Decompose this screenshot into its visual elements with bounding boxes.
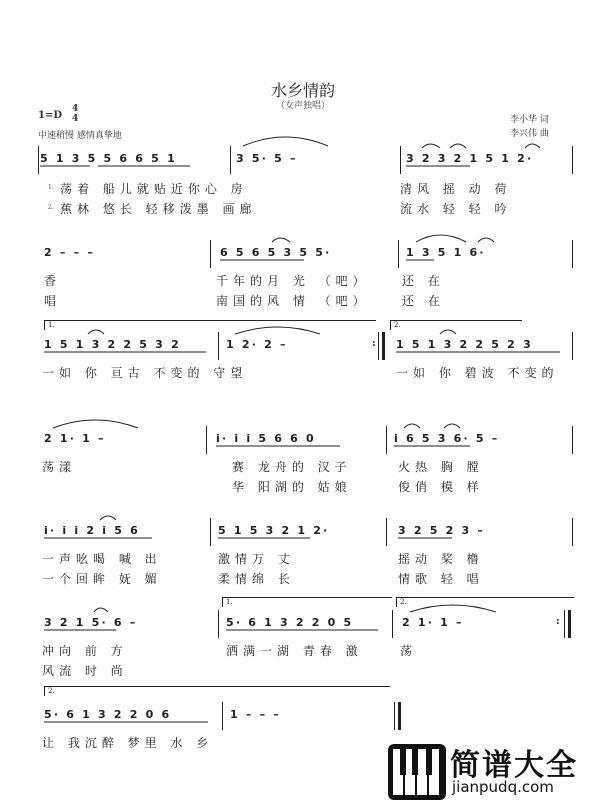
lyrics-row1-v1-b: 清风 摇 动 荷 bbox=[400, 182, 512, 196]
tempo-marking: 中速稍慢 感情真挚地 bbox=[38, 131, 122, 141]
time-top: 4 bbox=[72, 104, 79, 114]
slur bbox=[525, 144, 540, 148]
notes-row3-m2: 1 2· 2 – bbox=[226, 338, 288, 351]
notes-row6-m1: 3 2 1 5· 6 – bbox=[44, 616, 138, 629]
lyrics-row4-v2-b: 华 阳湖的 姑娘 bbox=[232, 480, 352, 494]
lyrics-row2-v2-b: 南国的风 情 （吧） bbox=[216, 294, 370, 308]
slur bbox=[404, 424, 420, 428]
lyrics-row1-v2-b: 流水 轻 轻 吟 bbox=[400, 202, 512, 216]
notes-row6-m3: 2 1· 1 – bbox=[402, 616, 464, 629]
notes-row7-m1: 5· 6 1 3 2 2 0 6 bbox=[44, 708, 172, 721]
lyrics-row3-b: 一如 你 碧波 不变的 bbox=[396, 366, 559, 380]
lyrics-row5-v1-a: 一声吆喝 喊 出 bbox=[42, 552, 162, 566]
notes-row5-m3: 3 2 5 2 3 – bbox=[398, 524, 486, 537]
notes-row1-m1: 5 1 3 5 5 6 6 5 1 bbox=[40, 152, 177, 165]
volta-label: 1. bbox=[48, 321, 55, 329]
lyrics-row1-v2-a: 蕉林 悠长 轻移泼墨 画廊 bbox=[60, 202, 257, 216]
lyrics-row6-v1-c: 荡 bbox=[400, 644, 418, 658]
lyrics-row6-v1-a: 冲向 前 方 bbox=[42, 644, 128, 658]
slur bbox=[440, 330, 456, 334]
repeat-dots: : bbox=[372, 338, 376, 349]
slur bbox=[100, 516, 116, 520]
notes-row2-m2: 6 5 6 5 3 5 5· bbox=[220, 246, 332, 259]
slur bbox=[235, 327, 320, 334]
lyrics-row4-v1-a: 荡漾 bbox=[42, 460, 77, 474]
notes-row1-m2: 3 5· 5 – bbox=[236, 152, 298, 165]
lyrics-row5-v2-a: 一个回眸 妩 媚 bbox=[42, 572, 162, 586]
watermark-url: jianpudq.com bbox=[452, 778, 554, 796]
slur bbox=[422, 144, 440, 148]
lyrics-row5-v1-c: 摇动 桨 橹 bbox=[398, 552, 484, 566]
slur bbox=[478, 238, 494, 242]
lyrics-row2-v1-c: 还 在 bbox=[402, 274, 445, 288]
lyrics-row4-v2-c: 俊俏 模 样 bbox=[398, 480, 484, 494]
volta-label: 2. bbox=[400, 598, 407, 606]
notes-row2-m1: 2 – – – bbox=[44, 246, 96, 259]
lyrics-row5-v2-c: 情歌 轻 唱 bbox=[398, 572, 484, 586]
lyrics-row6-v2-a: 风流 时 尚 bbox=[42, 664, 128, 678]
slur bbox=[53, 420, 138, 428]
slur bbox=[416, 235, 466, 242]
lyrics-row2-v2-c: 还 在 bbox=[402, 294, 445, 308]
repeat-dots: : bbox=[556, 616, 560, 627]
notes-row2-m3: 1 3 5 1 6· bbox=[406, 246, 486, 259]
notes-row5-m2: 5 1 5 3 2 1 2· bbox=[218, 524, 330, 537]
verse-number: 2. bbox=[48, 204, 54, 211]
lyrics-row7-a: 让 我沉醉 梦里 水 乡 bbox=[42, 736, 214, 750]
watermark-brand: 简谱大全 bbox=[450, 748, 578, 783]
slur bbox=[450, 144, 466, 148]
lyrics-row5-v2-b: 柔情绵 长 bbox=[218, 572, 295, 586]
notes-row7-m2: 1 – – – bbox=[230, 708, 282, 721]
lyrics-row2-v1-a: 香 bbox=[44, 274, 62, 288]
key-label: 1=D bbox=[38, 110, 63, 121]
song-subtitle: （女声独唱） bbox=[275, 101, 330, 111]
lyrics-row5-v1-b: 激情万 丈 bbox=[218, 552, 295, 566]
lyrics-row4-v1-b: 赛 龙舟的 汉子 bbox=[232, 460, 352, 474]
notes-row4-m1: 2 1· 1 – bbox=[44, 432, 106, 445]
slur bbox=[88, 330, 104, 334]
notes-row4-m2: i· i i 5 6 6 0 bbox=[216, 432, 316, 445]
notes-row3-m1: 1 5 1 3 2 2 5 3 2 bbox=[44, 338, 181, 351]
slur bbox=[243, 137, 328, 146]
lyrics-row6-v1-b: 洒满一湖 青春 激 bbox=[226, 644, 363, 658]
slur bbox=[94, 608, 108, 612]
notes-row1-m3: 3 2 3 2 1 5 1 2· bbox=[406, 152, 534, 165]
notes-row6-m2: 5· 6 1 3 2 2 0 5 bbox=[226, 616, 354, 629]
notes-row4-m3: i 6 5 3 6· 5 – bbox=[394, 432, 500, 445]
notes-row3-m3: 1 5 1 3 2 2 5 2 3 bbox=[396, 338, 533, 351]
lyrics-row4-v1-c: 火热 胸 膛 bbox=[398, 460, 484, 474]
lyricist-credit: 李小华 词 bbox=[510, 115, 549, 125]
slur bbox=[444, 424, 460, 428]
lyrics-row3-a: 一如 你 亘古 不变的 守望 bbox=[42, 366, 248, 380]
lyrics-row2-v2-a: 唱 bbox=[44, 294, 62, 308]
volta-label: 2. bbox=[394, 321, 401, 329]
time-bottom: 4 bbox=[72, 114, 79, 124]
lyrics-row2-v1-b: 千年的月 光 （吧） bbox=[216, 274, 370, 288]
notes-row5-m1: i· i i 2 i 5 6 bbox=[44, 524, 140, 537]
volta-label: 1. bbox=[226, 598, 233, 606]
slur bbox=[410, 605, 496, 612]
volta-label: 2. bbox=[48, 687, 55, 695]
verse-number: 1. bbox=[48, 184, 54, 191]
slur bbox=[272, 238, 290, 242]
song-title: 水乡情韵 bbox=[270, 81, 335, 100]
lyrics-row1-v1-a: 荡着 船儿就贴近你心 房 bbox=[60, 182, 248, 196]
composer-credit: 李兴伟 曲 bbox=[510, 129, 549, 139]
